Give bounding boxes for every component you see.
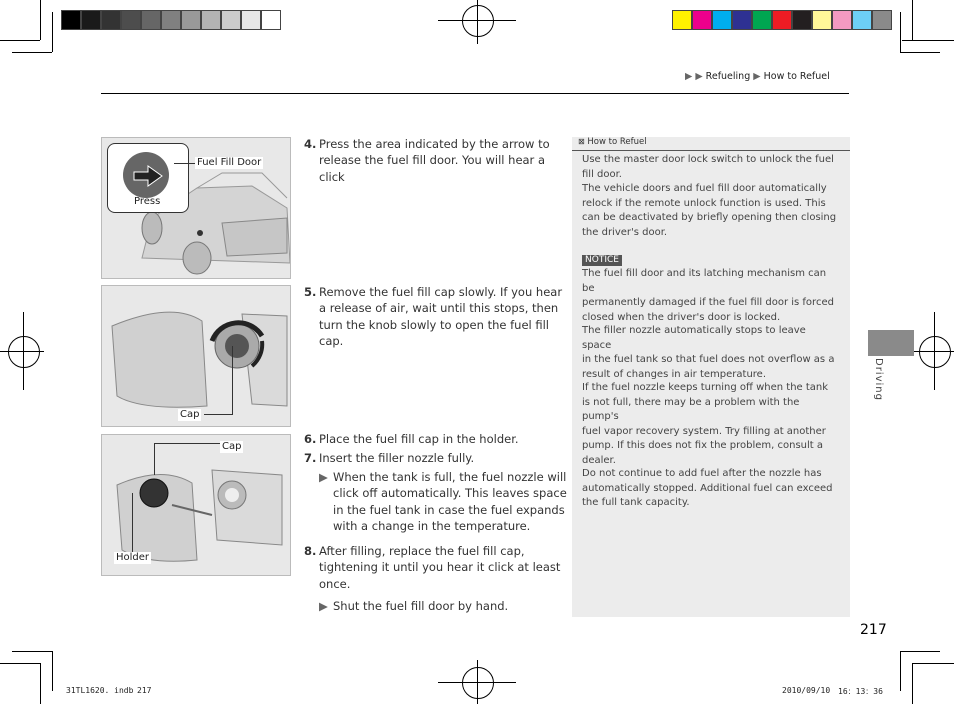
footer-date: 2010/09/10 <box>782 686 831 695</box>
color-swatch <box>181 10 201 30</box>
sidebar-line: The fuel fill door and its latching mechanism can be <box>582 268 827 294</box>
note-text-line: click off automatically. This leaves space <box>333 486 567 501</box>
color-swatch <box>121 10 141 30</box>
sidebar-paragraph <box>582 324 838 382</box>
color-swatch <box>852 10 872 30</box>
press-arrow-icon <box>132 164 164 188</box>
sidebar-line: closed when the driver's door is locked. <box>582 311 781 323</box>
cap-label: Cap <box>222 441 242 452</box>
note-text-line: with a change in the temperature. <box>333 518 531 533</box>
note-arrow-icon: ▶ <box>319 599 328 613</box>
note-arrow-icon: ▶ <box>319 470 328 484</box>
step-text-line: click <box>319 169 345 184</box>
step-5 <box>304 284 564 348</box>
note-text-line: Shut the fuel fill door by hand. <box>333 599 509 613</box>
sidebar-paragraph <box>582 182 838 240</box>
color-swatch <box>161 10 181 30</box>
color-swatch <box>241 10 261 30</box>
sidebar-line: relock if the remote unlock function is used. This <box>582 197 826 209</box>
sidebar-paragraph <box>582 381 838 468</box>
step-text-line: Insert the filler nozzle fully. <box>319 451 475 465</box>
color-swatch <box>101 10 121 30</box>
leader-line <box>154 443 224 444</box>
sidebar-line: pump. If this does not fix the problem, consult a <box>582 440 823 451</box>
holder-label: Holder <box>116 552 150 563</box>
color-swatch <box>201 10 221 30</box>
sidebar-title <box>578 137 647 147</box>
sidebar-line: in the fuel tank so that fuel does not overflow as a <box>582 354 835 365</box>
sidebar-paragraph <box>582 467 838 511</box>
page-number: 217 <box>860 622 887 638</box>
step-text-line: once. <box>319 576 351 591</box>
color-swatch <box>61 10 81 30</box>
color-swatch <box>812 10 832 30</box>
sidebar-line: the driver's door. <box>582 226 668 238</box>
step-number: 8. <box>304 544 317 558</box>
color-swatch <box>772 10 792 30</box>
sidebar-line: The filler nozzle automatically stops to leave space <box>582 325 806 351</box>
step-7 <box>304 450 567 533</box>
step-text-line: cap. <box>319 333 344 348</box>
color-swatch <box>692 10 712 30</box>
footer-file-page: 217 <box>137 686 152 695</box>
sidebar-how-to-refuel <box>572 137 850 617</box>
leader-line <box>232 346 233 415</box>
sidebar-line: is not full, there may be a problem with the pump's <box>582 396 800 422</box>
color-swatch <box>792 10 812 30</box>
step-number: 4. <box>304 137 317 151</box>
footer-file-name: 31TL1620. indb <box>66 686 134 695</box>
step-text-line: Remove the fuel fill cap slowly. If you hear <box>319 285 563 299</box>
sidebar-line: The vehicle doors and fuel fill door automatically <box>582 183 827 194</box>
breadcrumb-page[interactable]: How to Refuel <box>763 71 830 82</box>
header-rule <box>101 93 849 94</box>
color-swatch <box>81 10 101 30</box>
figure-cap-holder <box>101 434 291 576</box>
step-number: 7. <box>304 451 317 465</box>
step-text-line: turn the knob slowly to open the fuel fill <box>319 317 549 332</box>
color-swatch <box>141 10 161 30</box>
sidebar-line: the full tank capacity. <box>582 497 690 508</box>
leader-line <box>204 414 232 415</box>
leader-line <box>174 163 196 164</box>
sidebar-title-text: How to Refuel <box>587 137 647 147</box>
sidebar-paragraph <box>582 267 838 325</box>
leader-line <box>132 493 133 553</box>
color-swatch <box>872 10 892 30</box>
fuel-fill-door-label: Fuel Fill Door <box>197 157 262 168</box>
leader-line <box>154 443 155 475</box>
sidebar-paragraph <box>582 153 838 182</box>
notice-badge: NOTICE <box>582 255 622 266</box>
sidebar-line: If the fuel nozzle keeps turning off when the tank <box>582 382 829 393</box>
sidebar-line: result of changes in air temperature. <box>582 368 767 380</box>
step-6 <box>304 431 564 447</box>
sidebar-line: permanently damaged if the fuel fill door is forced <box>582 297 834 308</box>
reference-icon: ⊠ <box>578 137 585 146</box>
cap-label: Cap <box>180 409 200 420</box>
figure-fuel-fill-door <box>101 137 291 279</box>
sidebar-line: Do not continue to add fuel after the nozzle has <box>582 468 822 479</box>
note-text-line: in the fuel tank in case the fuel expands <box>333 502 565 517</box>
breadcrumb-separator: ▶ <box>753 71 761 82</box>
color-swatch <box>221 10 241 30</box>
sidebar-rule <box>572 150 850 151</box>
step-number: 5. <box>304 285 317 299</box>
step-text-line: release the fuel fill door. You will hear a <box>319 153 545 168</box>
fuel-cap-illustration <box>102 286 291 427</box>
sidebar-line: fuel vapor recovery system. Try filling at another <box>582 425 826 437</box>
color-swatch <box>672 10 692 30</box>
color-swatch <box>712 10 732 30</box>
figure-remove-cap <box>101 285 291 427</box>
step-8 <box>304 543 564 613</box>
chapter-tab-label: Driving <box>873 358 884 401</box>
footer-time: 16：13：36 <box>838 687 883 696</box>
note-text-line: When the tank is full, the fuel nozzle will <box>333 470 567 484</box>
step-text-line: After filling, replace the fuel fill cap, <box>319 544 525 558</box>
color-swatch <box>752 10 772 30</box>
press-label: Press <box>134 196 161 207</box>
step-text-line: Place the fuel fill cap in the holder. <box>319 432 519 446</box>
breadcrumb-section[interactable]: Refueling <box>705 71 751 82</box>
fuel-door-callout <box>107 143 189 213</box>
step-text-line: tightening it until you hear it click at least <box>319 560 561 575</box>
sidebar-line: Use the master door lock switch to unlock the fuel <box>582 154 834 165</box>
step-4 <box>304 136 564 184</box>
step-text-line: a release of air, wait until this stops, then <box>319 301 559 316</box>
step-number: 6. <box>304 432 317 446</box>
color-swatch <box>732 10 752 30</box>
breadcrumb <box>685 71 830 82</box>
sidebar-line: dealer. <box>582 454 616 466</box>
breadcrumb-arrows: ▶ ▶ <box>685 71 703 82</box>
color-swatch <box>261 10 281 30</box>
sidebar-line: automatically stopped. Additional fuel can exceed <box>582 482 833 494</box>
color-swatch <box>832 10 852 30</box>
step-text-line: Press the area indicated by the arrow to <box>319 137 550 151</box>
sidebar-line: fill door. <box>582 168 622 180</box>
sidebar-line: can be deactivated by briefly opening then closing <box>582 212 837 223</box>
chapter-tab[interactable] <box>868 330 914 356</box>
